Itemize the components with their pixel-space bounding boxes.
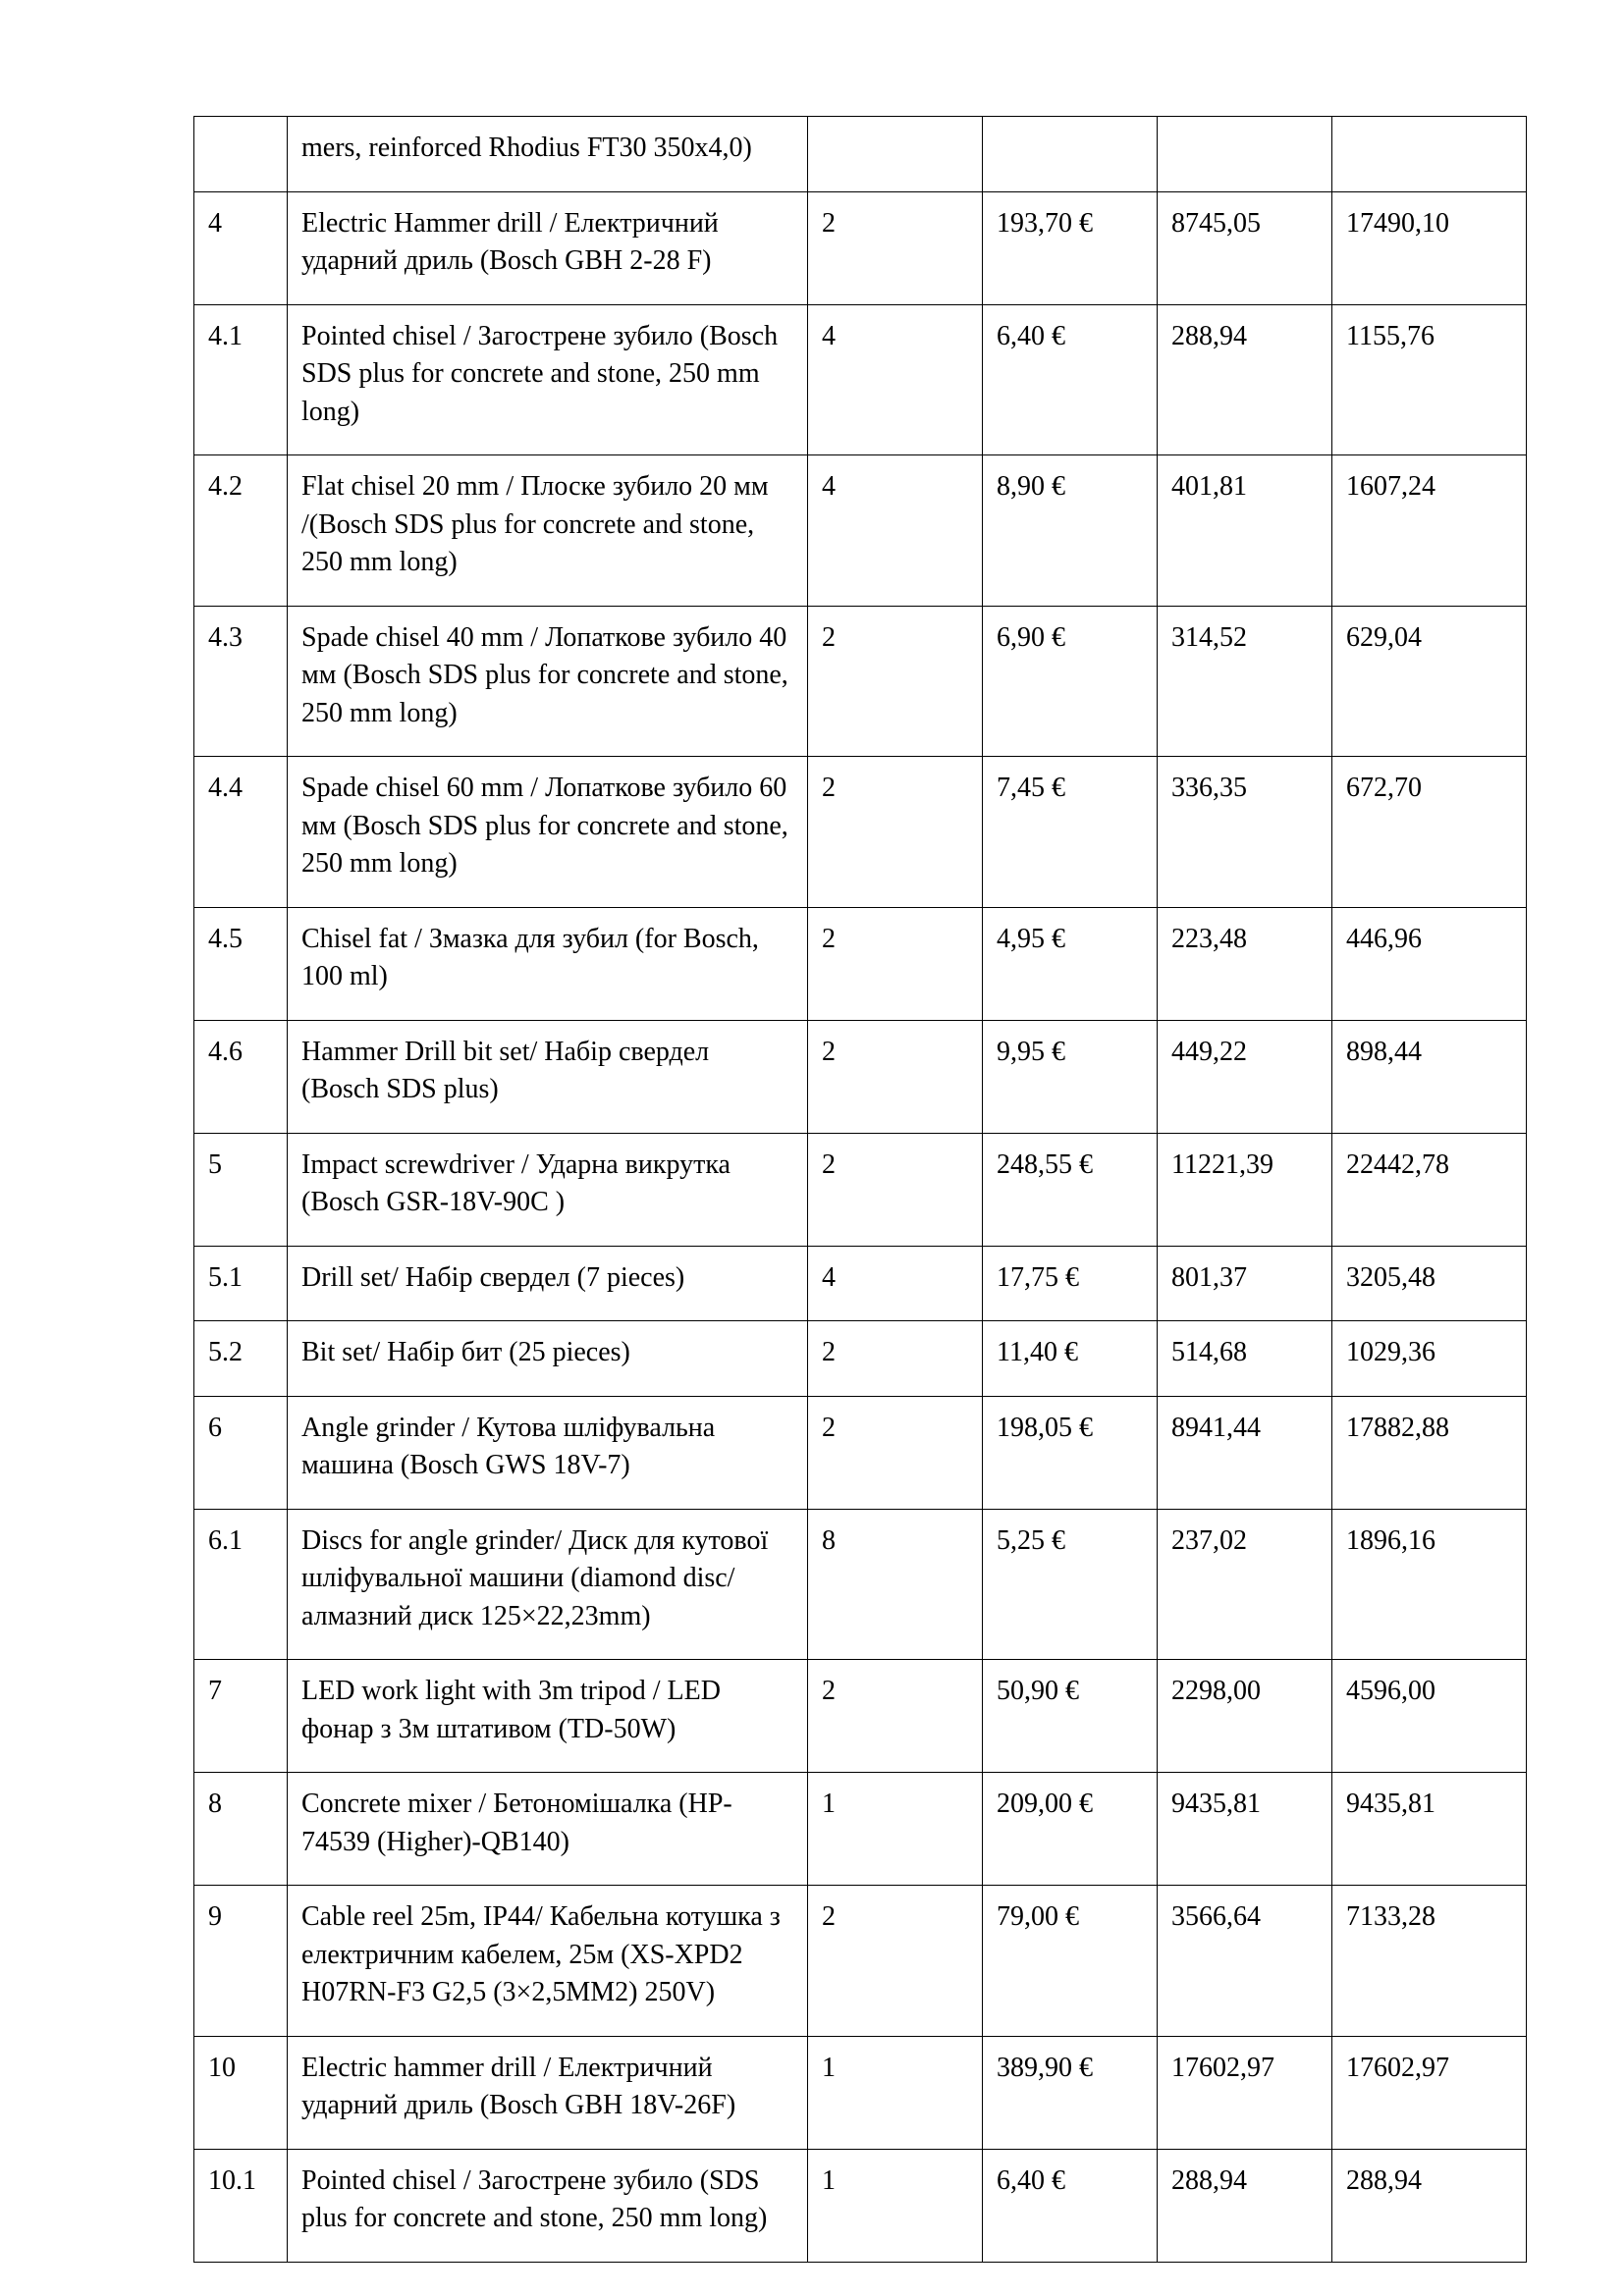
item-number: 4.4 [194,757,288,908]
item-number: 10.1 [194,2149,288,2262]
item-unit-price-uah: 314,52 [1158,606,1332,757]
item-description: Flat chisel 20 mm / Плоске зубило 20 мм /(Bosch SDS plus for concrete and stone, 250 mm long) [288,455,808,607]
item-unit-price-eur: 17,75 € [983,1246,1158,1321]
item-unit-price-eur: 6,40 € [983,2149,1158,2262]
item-total-uah: 672,70 [1332,757,1527,908]
item-quantity: 8 [808,1509,983,1660]
item-unit-price-uah: 3566,64 [1158,1886,1332,2037]
item-unit-price-eur: 193,70 € [983,191,1158,304]
item-number: 4.2 [194,455,288,607]
item-number [194,117,288,192]
item-description: Pointed chisel / Загострене зубило (SDS plus for concrete and stone, 250 mm long) [288,2149,808,2262]
item-description: Concrete mixer / Бетономішалка (HP-74539 (Higher)-QB140) [288,1773,808,1886]
item-unit-price-uah: 514,68 [1158,1321,1332,1397]
item-total-uah: 7133,28 [1332,1886,1527,2037]
item-unit-price-eur: 79,00 € [983,1886,1158,2037]
item-unit-price-uah: 288,94 [1158,304,1332,455]
table-row [194,2149,1527,2262]
item-unit-price-eur: 209,00 € [983,1773,1158,1886]
item-description: Electric hammer drill / Електричний ударний дриль (Bosch GBH 18V-26F) [288,2036,808,2149]
item-unit-price-eur: 5,25 € [983,1509,1158,1660]
item-unit-price-eur: 389,90 € [983,2036,1158,2149]
item-unit-price-eur: 4,95 € [983,907,1158,1020]
item-unit-price-uah: 8941,44 [1158,1396,1332,1509]
item-quantity: 2 [808,1886,983,2037]
item-total-uah: 17882,88 [1332,1396,1527,1509]
item-quantity: 1 [808,2149,983,2262]
item-quantity: 4 [808,455,983,607]
item-unit-price-uah: 223,48 [1158,907,1332,1020]
item-description: Discs for angle grinder/ Диск для кутової шліфувальної машини (diamond disc/ алмазний диск 125×22,23mm) [288,1509,808,1660]
table-row [194,455,1527,607]
item-description: Drill set/ Набір свердел (7 pieces) [288,1246,808,1321]
item-number: 10 [194,2036,288,2149]
item-total-uah: 1155,76 [1332,304,1527,455]
item-number: 4.1 [194,304,288,455]
item-total-uah: 17602,97 [1332,2036,1527,2149]
table-row [194,1020,1527,1133]
item-total-uah: 629,04 [1332,606,1527,757]
item-number: 6.1 [194,1509,288,1660]
item-description: Cable reel 25m, IP44/ Кабельна котушка з електричним кабелем, 25м (XS-XPD2 H07RN-F3 G2,5 (3×2,5MM2) 250V) [288,1886,808,2037]
item-number: 5 [194,1133,288,1246]
table-row [194,1509,1527,1660]
item-description: Impact screwdriver / Ударна викрутка (Bosch GSR-18V-90C ) [288,1133,808,1246]
item-total-uah: 3205,48 [1332,1246,1527,1321]
item-number: 4 [194,191,288,304]
table-row [194,1133,1527,1246]
item-number: 6 [194,1396,288,1509]
item-total-uah: 898,44 [1332,1020,1527,1133]
item-description: mers, reinforced Rhodius FT30 350x4,0) [288,117,808,192]
item-quantity: 4 [808,1246,983,1321]
table-row [194,304,1527,455]
table-row [194,1246,1527,1321]
item-quantity: 2 [808,606,983,757]
item-unit-price-uah: 401,81 [1158,455,1332,607]
item-quantity: 2 [808,1660,983,1773]
item-quantity: 1 [808,2036,983,2149]
item-total-uah: 1029,36 [1332,1321,1527,1397]
item-unit-price-eur: 248,55 € [983,1133,1158,1246]
item-unit-price-uah: 336,35 [1158,757,1332,908]
item-unit-price-uah: 11221,39 [1158,1133,1332,1246]
table-row [194,1660,1527,1773]
table-row [194,1773,1527,1886]
item-unit-price-eur: 9,95 € [983,1020,1158,1133]
item-description: Spade chisel 60 mm / Лопаткове зубило 60 мм (Bosch SDS plus for concrete and stone, 250 mm long) [288,757,808,908]
item-description: Spade chisel 40 mm / Лопаткове зубило 40 мм (Bosch SDS plus for concrete and stone, 250 mm long) [288,606,808,757]
item-unit-price-uah: 288,94 [1158,2149,1332,2262]
item-description: Angle grinder / Кутова шліфувальна машина (Bosch GWS 18V-7) [288,1396,808,1509]
item-unit-price-eur [983,117,1158,192]
item-number: 4.6 [194,1020,288,1133]
item-total-uah: 288,94 [1332,2149,1527,2262]
table-row [194,191,1527,304]
item-number: 4.5 [194,907,288,1020]
item-total-uah: 9435,81 [1332,1773,1527,1886]
equipment-table [193,116,1527,2263]
item-description: Bit set/ Набір бит (25 pieces) [288,1321,808,1397]
item-description: Electric Hammer drill / Електричний ударний дриль (Bosch GBH 2-28 F) [288,191,808,304]
table-row [194,1321,1527,1397]
item-unit-price-eur: 6,40 € [983,304,1158,455]
item-total-uah: 17490,10 [1332,191,1527,304]
item-description: Hammer Drill bit set/ Набір свердел (Bosch SDS plus) [288,1020,808,1133]
item-unit-price-uah: 449,22 [1158,1020,1332,1133]
item-total-uah: 1607,24 [1332,455,1527,607]
item-unit-price-eur: 7,45 € [983,757,1158,908]
item-unit-price-eur: 198,05 € [983,1396,1158,1509]
item-quantity: 1 [808,1773,983,1886]
item-quantity: 2 [808,1321,983,1397]
item-total-uah: 1896,16 [1332,1509,1527,1660]
item-number: 7 [194,1660,288,1773]
item-quantity [808,117,983,192]
item-number: 5.1 [194,1246,288,1321]
item-quantity: 2 [808,1133,983,1246]
equipment-table-body [194,117,1527,2263]
item-quantity: 4 [808,304,983,455]
item-unit-price-uah [1158,117,1332,192]
table-row [194,2036,1527,2149]
item-number: 4.3 [194,606,288,757]
item-total-uah: 22442,78 [1332,1133,1527,1246]
item-unit-price-uah: 801,37 [1158,1246,1332,1321]
table-row [194,1396,1527,1509]
item-quantity: 2 [808,191,983,304]
item-unit-price-uah: 17602,97 [1158,2036,1332,2149]
item-quantity: 2 [808,757,983,908]
item-quantity: 2 [808,1396,983,1509]
table-row [194,606,1527,757]
item-total-uah: 4596,00 [1332,1660,1527,1773]
item-unit-price-eur: 6,90 € [983,606,1158,757]
table-row [194,757,1527,908]
item-description: Chisel fat / Змазка для зубил (for Bosch, 100 ml) [288,907,808,1020]
item-number: 9 [194,1886,288,2037]
table-row [194,117,1527,192]
item-quantity: 2 [808,907,983,1020]
item-unit-price-uah: 237,02 [1158,1509,1332,1660]
item-unit-price-eur: 50,90 € [983,1660,1158,1773]
item-unit-price-uah: 9435,81 [1158,1773,1332,1886]
item-total-uah: 446,96 [1332,907,1527,1020]
item-unit-price-eur: 11,40 € [983,1321,1158,1397]
item-quantity: 2 [808,1020,983,1133]
item-unit-price-uah: 2298,00 [1158,1660,1332,1773]
item-unit-price-eur: 8,90 € [983,455,1158,607]
item-unit-price-uah: 8745,05 [1158,191,1332,304]
item-description: LED work light with 3m tripod / LED фонар з 3м штативом (TD-50W) [288,1660,808,1773]
item-total-uah [1332,117,1527,192]
item-number: 8 [194,1773,288,1886]
table-row [194,1886,1527,2037]
item-description: Pointed chisel / Загострене зубило (Bosch SDS plus for concrete and stone, 250 mm long) [288,304,808,455]
item-number: 5.2 [194,1321,288,1397]
table-row [194,907,1527,1020]
